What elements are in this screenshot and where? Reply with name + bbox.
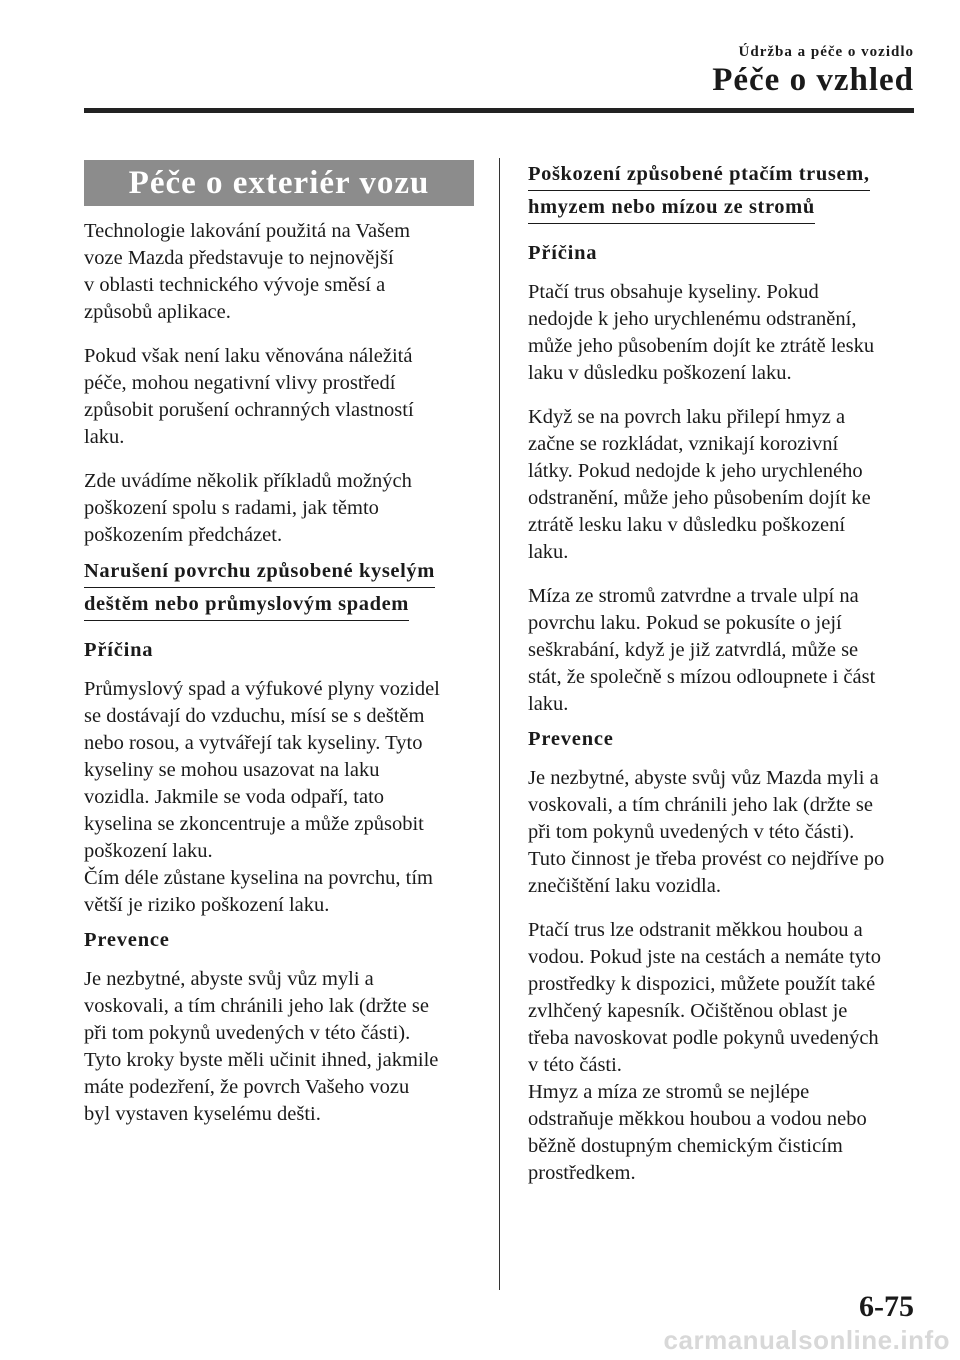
column-divider xyxy=(499,158,500,1290)
acid-rain-subheading-line-1: Narušení povrchu způsobené kyselým xyxy=(84,557,435,588)
bird-droppings-subheading xyxy=(528,160,918,226)
bird-droppings-subheading-line-2: hmyzem nebo mízou ze stromů xyxy=(528,193,815,224)
page-title: Péče o exteriér vozu xyxy=(84,160,474,206)
bird-droppings-prevention-paragraph-2: Ptačí trus lze odstranit měkkou houbou a vodou. Pokud jste na cestách a nemáte tyto prostředky k dispozici, můžete použít také zvlhčený kapesník. Očištěnou oblast je třeba navoskovat podle pokynů uvedených v této části. Hmyz a míza ze stromů se nejlépe odstraňuje měkkou houbou a vodou nebo běžně dostupným chemickým čisticím prostředkem. xyxy=(528,919,881,1184)
bird-droppings-cause-label: Příčina xyxy=(528,242,598,264)
intro-paragraph-3: Zde uvádíme několik příkladů možných poškození spolu s radami, jak těmto poškozením předcházet. xyxy=(84,470,412,546)
page-number: 6-75 xyxy=(859,1290,914,1323)
acid-rain-prevention-text: Je nezbytné, abyste svůj vůz myli a voskovali, a tím chránili jeho lak (držte se při tom pokynů uvedených v této části). Tyto kroky byste měli učinit ihned, jakmile máte podezření, že povrch Vašeho vozu byl vystaven kyselému dešti. xyxy=(84,968,439,1125)
acid-rain-cause-label: Příčina xyxy=(84,639,154,661)
acid-rain-cause-text: Průmyslový spad a výfukové plyny vozidel se dostávají do vzduchu, mísí se s deštěm nebo rosou, a vytvářejí tak kyseliny. Tyto kyseliny se mohou usazovat na laku vozidla. Jakmile se voda odpaří, tato kyselina se zkoncentruje a může způsobit poškození laku. Čím déle zůstane kyselina na povrchu, tím větší je riziko poškození laku. xyxy=(84,678,440,916)
chapter-title: Údržba a péče o vozidlo xyxy=(738,44,914,60)
watermark-logo: carmanualsonline.info xyxy=(663,1325,950,1355)
acid-rain-prevention-label: Prevence xyxy=(84,929,170,951)
bird-droppings-cause-paragraph-1: Ptačí trus obsahuje kyseliny. Pokud nedojde k jeho urychlenému odstranění, může jeho působením dojít ke ztrátě lesku laku v důsledku poškození laku. xyxy=(528,281,875,384)
bird-droppings-cause-paragraph-3: Míza ze stromů zatvrdne a trvale ulpí na povrchu laku. Pokud se pokusíte o její seškrabání, když je již zatvrdlá, může se stát, že společně s mízou odloupnete i část laku. xyxy=(528,585,876,715)
intro-paragraph-2: Pokud však není laku věnována náležitá péče, mohou negativní vlivy prostředí způsobit porušení ochranných vlastností laku. xyxy=(84,345,414,448)
bird-droppings-subheading-line-1: Poškození způsobené ptačím trusem, xyxy=(528,160,870,191)
header-rule xyxy=(84,108,914,113)
right-column xyxy=(528,158,918,1204)
acid-rain-subheading-line-2: deštěm nebo průmyslovým spadem xyxy=(84,590,409,621)
left-column xyxy=(84,158,474,1145)
bird-droppings-prevention-paragraph-1: Je nezbytné, abyste svůj vůz Mazda myli a voskovali, a tím chránili jeho lak (držte se při tom pokynů uvedených v této části). Tuto činnost je třeba provést co nejdříve po znečištění laku vozidla. xyxy=(528,767,885,897)
section-title: Péče o vzhled xyxy=(712,62,914,98)
bird-droppings-cause-paragraph-2: Když se na povrch laku přilepí hmyz a začne se rozkládat, vznikají korozivní látky. Pokud nedojde k jeho urychleného odstranění, může jeho působením dojít ke ztrátě lesku laku v důsledku poškození laku. xyxy=(528,406,871,563)
acid-rain-subheading xyxy=(84,557,474,623)
bird-droppings-prevention-label: Prevence xyxy=(528,728,614,750)
intro-paragraph-1: Technologie lakování použitá na Vašem voze Mazda představuje to nejnovější v oblasti technického vývoje směsí a způsobů aplikace. xyxy=(84,220,411,323)
